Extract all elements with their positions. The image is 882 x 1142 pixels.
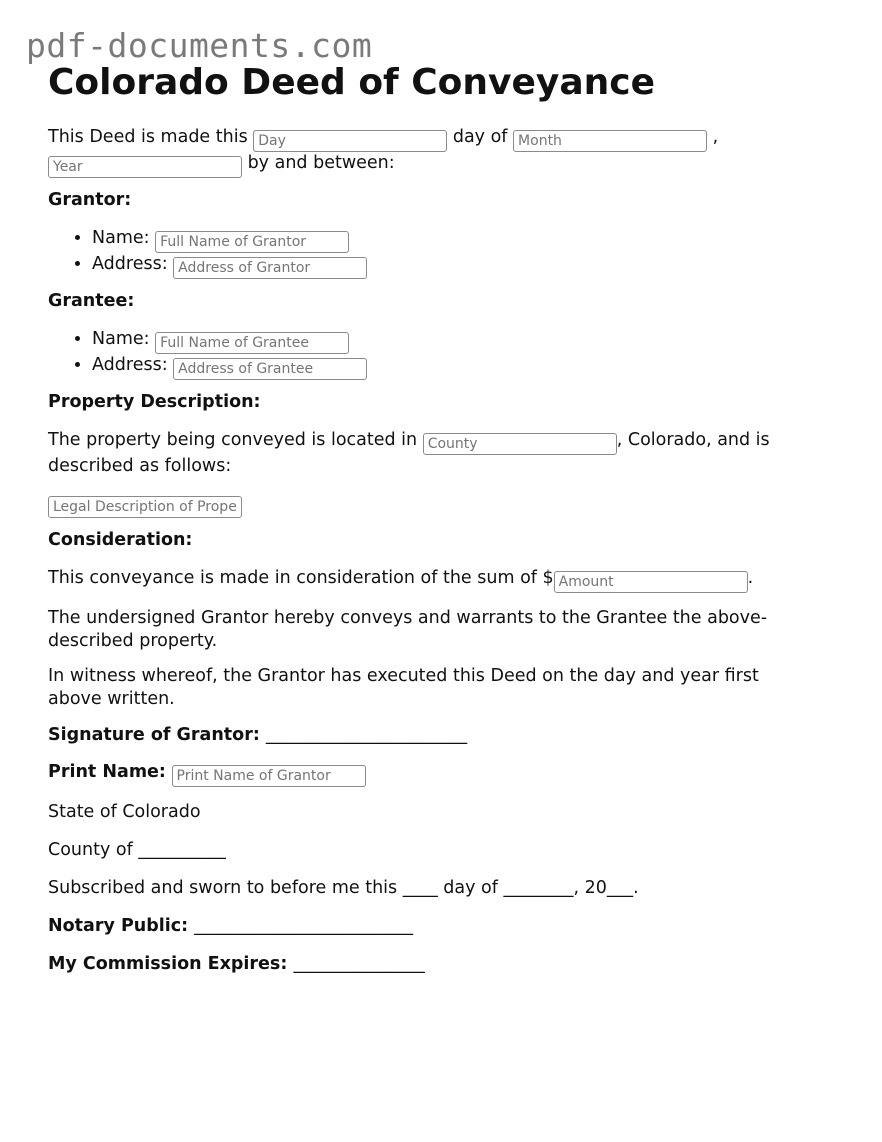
property-heading: Property Description: (48, 392, 261, 412)
grantor-section (48, 189, 838, 279)
grantor-heading: Grantor: (48, 190, 132, 210)
grantor-list (48, 227, 838, 279)
commission-label: My Commission Expires: (48, 954, 288, 974)
grantee-list (48, 328, 838, 380)
legal-description-input[interactable] (48, 496, 242, 518)
grantee-address-label: Address: (92, 355, 168, 375)
list-item (92, 253, 838, 279)
notary-blank: _________________________ (194, 916, 413, 936)
state-text: State of Colorado (48, 802, 201, 822)
property-text-after: , Colorado, and is described as follows: (48, 430, 770, 476)
grantee-name-label: Name: (92, 329, 150, 349)
list-item (92, 354, 838, 380)
comma-text: , (712, 127, 719, 147)
commission-blank: _______________ (293, 954, 425, 974)
witness-text: In witness whereof, the Grantor has executed this Deed on the day and year first above written. (48, 666, 759, 709)
signature-line (48, 724, 838, 747)
grantee-section (48, 290, 838, 380)
day-of-text: day of (452, 127, 508, 147)
month-input[interactable] (513, 130, 707, 152)
signature-blank: _______________________ (265, 725, 468, 745)
grantor-address-input[interactable] (173, 257, 367, 279)
grantor-name-input[interactable] (155, 231, 349, 253)
print-name-row (48, 761, 838, 787)
intro-paragraph (48, 126, 838, 178)
year-input[interactable] (48, 156, 242, 178)
consideration-heading: Consideration: (48, 530, 193, 550)
consideration-paragraph (48, 567, 838, 593)
print-name-input[interactable] (172, 765, 366, 787)
page-title: Colorado Deed of Conveyance (48, 62, 656, 103)
grantee-address-input[interactable] (173, 358, 367, 380)
property-paragraph (48, 429, 778, 478)
county-input[interactable] (423, 433, 617, 455)
amount-input[interactable] (554, 571, 748, 593)
by-and-between-text: by and between: (247, 153, 395, 173)
deed-document (48, 62, 838, 974)
notary-line (48, 915, 838, 938)
intro-prefix: This Deed is made this (48, 127, 248, 147)
grantor-address-label: Address: (92, 254, 168, 274)
print-name-label: Print Name: (48, 762, 166, 782)
watermark: pdf-documents.com (26, 26, 373, 65)
county-text: County of __________ (48, 840, 226, 860)
signature-label: Signature of Grantor: (48, 725, 260, 745)
notary-label: Notary Public: (48, 916, 189, 936)
subscribed-text: Subscribed and sworn to before me this ____ day of ________, 20___. (48, 878, 639, 898)
commission-line (48, 953, 838, 976)
grantor-name-label: Name: (92, 228, 150, 248)
day-input[interactable] (253, 130, 447, 152)
list-item (92, 328, 838, 354)
consideration-text-before: This conveyance is made in consideration of the sum of $ (48, 568, 554, 588)
consideration-text-after: . (747, 568, 754, 588)
property-text-before: The property being conveyed is located in (48, 430, 418, 450)
list-item (92, 227, 838, 253)
property-section (48, 391, 838, 518)
consideration-section (48, 529, 838, 593)
conveys-text: The undersigned Grantor hereby conveys and warrants to the Grantee the above-described property. (48, 608, 768, 651)
grantee-name-input[interactable] (155, 332, 349, 354)
grantee-heading: Grantee: (48, 291, 135, 311)
